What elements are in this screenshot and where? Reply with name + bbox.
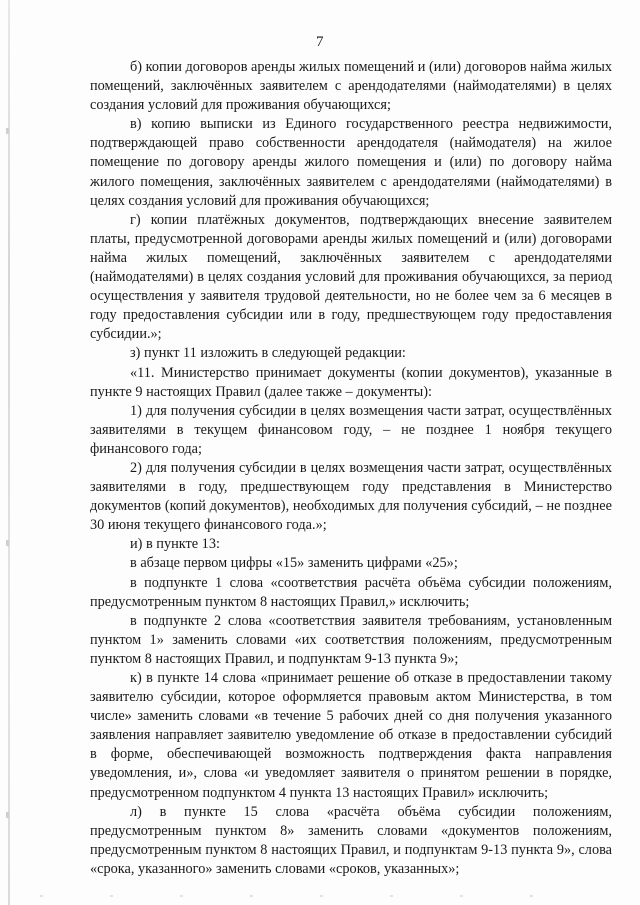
paragraph: л) в пункте 15 слова «расчёта объёма субсидии положениям, предусмотренным пунктом 8» заменить словами «документов положениям, предусмотренным пунктом 8 настоящих Правил, и подпунктам 9-13 пункта 9», слова «срока, указанного» заменить словами «сроков, указанных»; xyxy=(90,803,612,877)
paragraph: г) копии платёжных документов, подтверждающих внесение заявителем платы, предусмотренной договорами аренды жилых помещений и (или) договорами найма жилых помещений, заключённых заявителем с арендодателями (наймодателями) в целях создания условий для проживания обучающихся, за период осуществления у заявителя трудовой деятельности, но не более чем за 6 месяцев в году предоставления субсидии или в году, предшествующем году предоставления субсидии.»; xyxy=(90,211,612,343)
paragraph: в подпункте 2 слова «соответствия заявителя требованиям, установленным пунктом 1» заменить словами «их соответствия положениям, предусмотренным пунктом 8 настоящих Правил, и подпунктам 9-13 пункта 9»; xyxy=(90,612,612,667)
paragraph: к) в пункте 14 слова «принимает решение об отказе в предоставлении такому заявителю субсидии, которое оформляется правовым актом Министерства, в том числе» заменить словами «в течение 5 рабочих дней со дня получения указанного заявления направляет заявителю уведомление об отказе в предоставлении субсидий в форме, обеспечивающей возможность подтверждения факта направления уведомления, и», слова «и уведомляет заявителя о принятом решении в порядке, предусмотренном подпунктом 4 пункта 13 настоящих Правил» исключить; xyxy=(90,670,612,801)
paragraph: в абзаце первом цифры «15» заменить цифрами «25»; xyxy=(130,555,458,572)
scan-margin-mark xyxy=(6,540,9,546)
paragraph: в подпункте 1 слова «соответствия расчёта объёма субсидии положениям, предусмотренным пунктом 8 настоящих Правил,» исключить; xyxy=(90,574,612,610)
paragraph: б) копии договоров аренды жилых помещений и (или) договоров найма жилых помещений, заключённых заявителем с арендодателями (наймодателями) в целях создания условий для проживания обучающихся; xyxy=(90,59,612,114)
scan-margin-mark xyxy=(6,812,9,818)
paragraph: «11. Министерство принимает документы (копии документов), указанные в пункте 9 настоящих Правил (далее также – документы): xyxy=(90,364,612,400)
paragraph: и) в пункте 13: xyxy=(130,536,220,553)
paragraph: в) копию выписки из Единого государственного реестра недвижимости, подтверждающей право собственности арендодателя (наймодателя) на жилое помещение по договору аренды жилого помещения и (или) по договору найма жилого помещения, заключённых заявителем с арендодателями (наймодателями) в целях создания условий для проживания обучающихся; xyxy=(90,116,612,209)
document-body xyxy=(90,58,612,879)
scan-margin-mark xyxy=(6,128,9,134)
paragraph: 2) для получения субсидии в целях возмещения части затрат, осуществлённых заявителями в году, предшествующем году представления в Министерство документов (копий документов), необходимых для получения субсидий, – не позднее 30 июня текущего финансового года.»; xyxy=(90,459,612,534)
paragraph: з) пункт 11 изложить в следующей редакции: xyxy=(130,345,406,362)
scan-bottom-edge xyxy=(40,895,600,897)
scan-edge-shadow xyxy=(8,0,10,905)
paragraph: 1) для получения субсидии в целях возмещения части затрат, осуществлённых заявителями в текущем финансовом году, – не позднее 1 ноября текущего финансового года; xyxy=(90,402,612,457)
page-number: 7 xyxy=(316,34,324,50)
